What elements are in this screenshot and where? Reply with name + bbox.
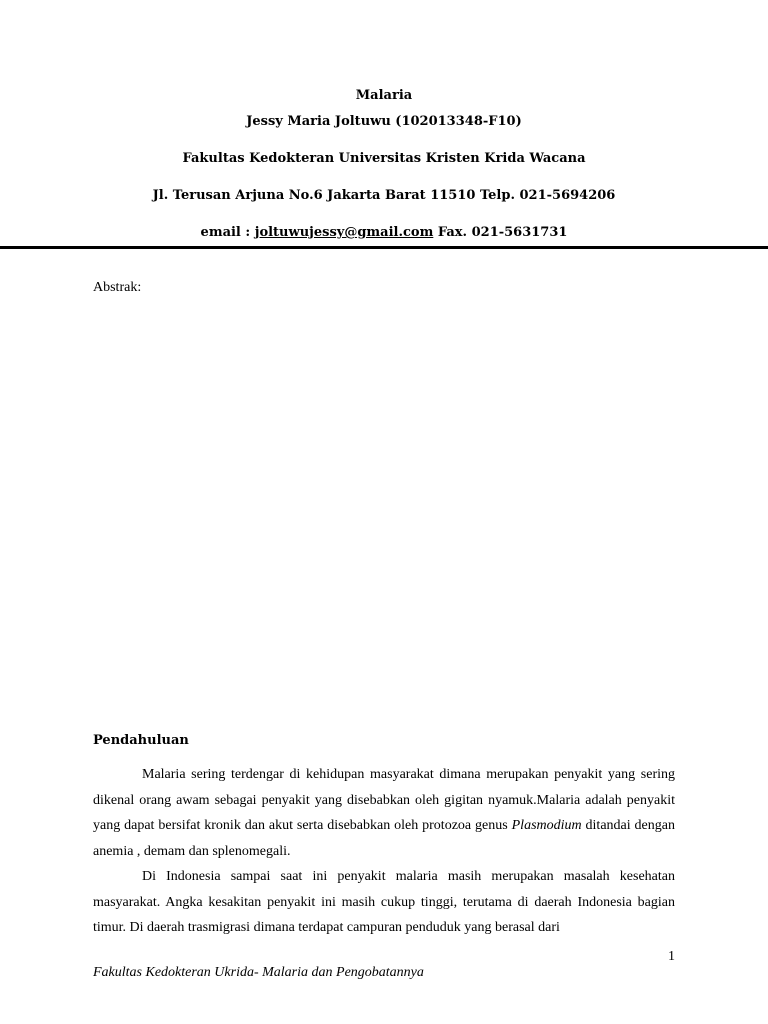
faculty-line: Fakultas Kedokteran Universitas Kristen Krida Wacana [182, 151, 586, 166]
body-text [93, 762, 675, 941]
author-line: Jessy Maria Joltuwu (102013348-F10) [246, 114, 522, 129]
paragraph-2 [93, 864, 675, 941]
email-label: email : [200, 225, 255, 240]
paragraph-1-text: Malaria sering terdengar di kehidupan masyarakat dimana merupakan penyakit yang sering dikenal orang awam sebagai penyakit yang disebabkan oleh gigitan nyamuk.Malaria adalah penyakit yang dapat bersifat kronik dan akut serta disebabkan oleh protozoa genus [93, 767, 675, 833]
fax-text: Fax. 021-5631731 [433, 225, 568, 240]
page-footer: Fakultas Kedokteran Ukrida- Malaria dan Pengobatannya [93, 965, 424, 980]
paragraph-1-end: ditandai dengan anemia , demam dan splenomegali. [93, 818, 675, 859]
email-link[interactable]: joltuwujessy@gmail.com [254, 225, 434, 240]
contact-line [0, 225, 768, 241]
header-divider [0, 246, 768, 249]
address-line: Jl. Terusan Arjuna No.6 Jakarta Barat 11510 Telp. 021-5694206 [152, 188, 616, 203]
section-heading-pendahuluan: Pendahuluan [93, 733, 189, 748]
paragraph-1-italic: Plasmodium [511, 818, 582, 833]
paragraph-1 [93, 762, 675, 864]
page-number: 1 [668, 949, 675, 964]
document-title: Malaria [355, 88, 413, 103]
abstract-label: Abstrak: [93, 280, 142, 295]
paragraph-2-text: Di Indonesia sampai saat ini penyakit malaria masih merupakan masalah kesehatan masyarakat. Angka kesakitan penyakit ini masih cukup tinggi, terutama di daerah Indonesia bagian timur. Di daerah trasmigrasi dimana terdapat campuran penduduk yang berasal dari [93, 869, 675, 935]
